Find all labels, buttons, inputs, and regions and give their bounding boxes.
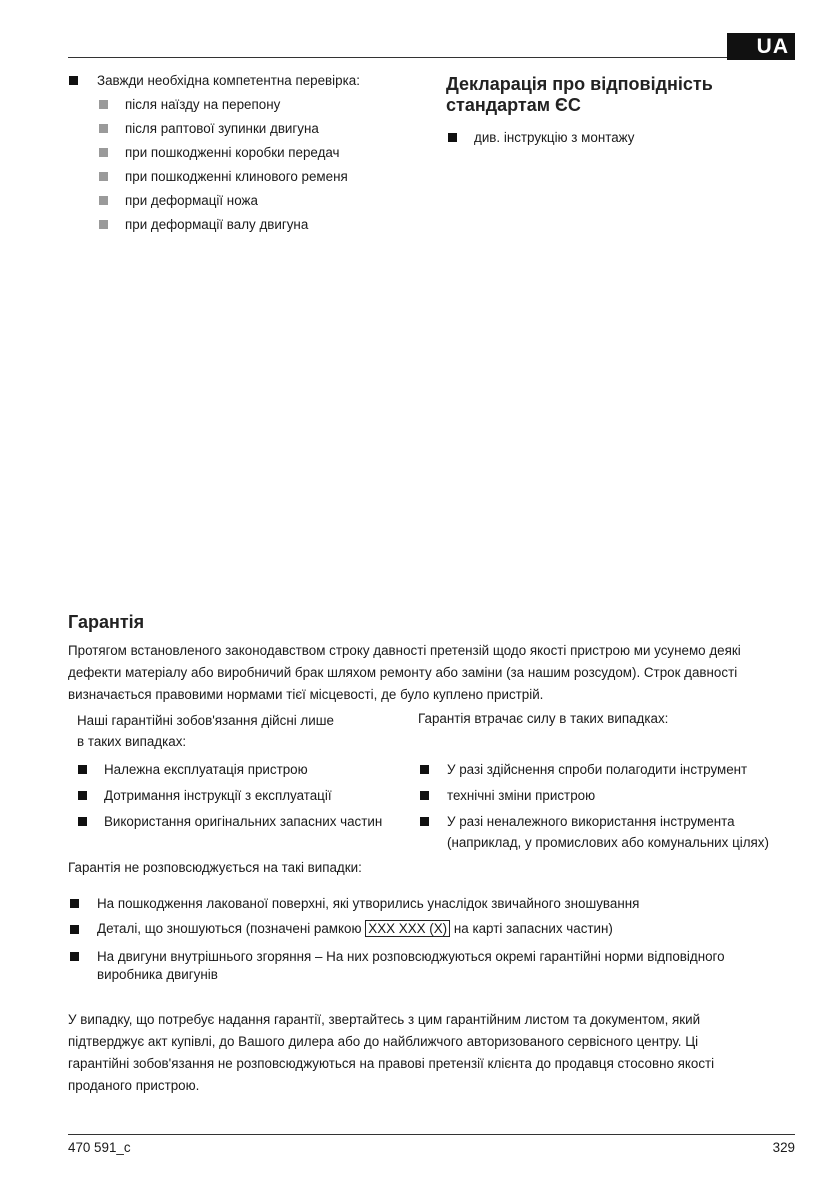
bullet-square-icon	[99, 196, 108, 205]
warranty-intro-line: Протягом встановленого законодавством строку давності претензій щодо якості пристрою ми усунемо деякі	[68, 643, 741, 658]
not-covered-item-continuation: виробника двигунів	[97, 967, 218, 982]
valid-item: Належна експлуатація пристрою	[104, 762, 308, 777]
inspection-item: при деформації ножа	[125, 193, 258, 208]
valid-item: Дотримання інструкції з експлуатації	[104, 788, 332, 803]
not-covered-item	[97, 920, 613, 937]
void-heading: Гарантія втрачає силу в таких випадках:	[418, 711, 669, 726]
warranty-intro-line: дефекти матеріалу або виробничий брак шляхом ремонту або заміни (за нашим розсудом). Строк давності	[68, 665, 738, 680]
inspection-item: після раптової зупинки двигуна	[125, 121, 319, 136]
void-item-continuation: (наприклад, у промислових або комунальних цілях)	[447, 835, 769, 850]
bullet-square-icon	[420, 765, 429, 774]
inspection-item: при пошкодженні клинового ременя	[125, 169, 348, 184]
warranty-closing	[68, 1009, 714, 1097]
bullet-square-icon	[70, 925, 79, 934]
bullet-square-icon	[420, 817, 429, 826]
void-item: У разі здійснення спроби полагодити інструмент	[447, 762, 748, 777]
void-item: У разі неналежного використання інструмента	[447, 814, 735, 829]
not-covered-heading: Гарантія не розповсюджується на такі випадки:	[68, 860, 362, 875]
page-number: 329	[772, 1140, 795, 1155]
inspection-item: після наїзду на перепону	[125, 97, 281, 112]
not-covered-item-text: на карті запасних частин)	[453, 921, 613, 936]
bullet-square-icon	[70, 952, 79, 961]
warranty-closing-line: підтверджує акт купівлі, до Вашого дилера або до найближчого авторизованого сервісного центру. Ці	[68, 1034, 699, 1049]
bullet-square-icon	[99, 172, 108, 181]
declaration-title-line2: стандартам ЄС	[446, 95, 581, 115]
bullet-square-icon	[99, 124, 108, 133]
bullet-square-icon	[99, 148, 108, 157]
doc-code: 470 591_c	[68, 1140, 131, 1155]
warranty-intro-line: визначається правовими нормами тієї місцевості, де було куплено пристрій.	[68, 687, 544, 702]
not-covered-item: На двигуни внутрішнього згоряння – На них розповсюджуються окремі гарантійні норми відповідного	[97, 949, 725, 964]
declaration-title-line1: Декларація про відповідність	[446, 74, 713, 94]
valid-item: Використання оригінальних запасних частин	[104, 814, 383, 829]
bullet-square-icon	[99, 220, 108, 229]
warranty-closing-line: У випадку, що потребує надання гарантії, звертайтесь з цим гарантійним листом та документом, який	[68, 1012, 701, 1027]
inspection-item: при деформації валу двигуна	[125, 217, 309, 232]
void-item: технічні зміни пристрою	[447, 788, 596, 803]
not-covered-item-text: Деталі, що зношуються (позначені рамкою	[97, 921, 362, 936]
warranty-intro	[68, 640, 741, 706]
bullet-square-icon	[78, 817, 87, 826]
bullet-square-icon	[99, 100, 108, 109]
bullet-square-icon	[69, 76, 78, 85]
part-code-box: XXX XXX (X)	[365, 920, 450, 937]
language-badge: UA	[727, 33, 795, 60]
not-covered-item: На пошкодження лакованої поверхні, які утворились унаслідок звичайного зношування	[97, 896, 640, 911]
warranty-closing-line: проданого пристрою.	[68, 1078, 200, 1093]
bullet-square-icon	[78, 791, 87, 800]
inspection-item: при пошкодженні коробки передач	[125, 145, 340, 160]
valid-heading	[77, 710, 334, 752]
bullet-square-icon	[78, 765, 87, 774]
warranty-closing-line: гарантійні зобов'язання не розповсюджуються на правові претензії клієнта до продавця стосовно якості	[68, 1056, 715, 1071]
bullet-square-icon	[420, 791, 429, 800]
warranty-title: Гарантія	[68, 612, 145, 632]
valid-heading-line2: в таких випадках:	[77, 734, 187, 749]
footer-rule	[68, 1134, 795, 1135]
declaration-item: див. інструкцію з монтажу	[474, 130, 635, 145]
valid-heading-line1: Наші гарантійні зобов'язання дійсні лише	[77, 713, 334, 728]
bullet-square-icon	[448, 133, 457, 142]
bullet-square-icon	[70, 899, 79, 908]
header-rule	[68, 57, 727, 58]
declaration-title	[446, 74, 713, 116]
inspection-heading: Завжди необхідна компетентна перевірка:	[97, 73, 360, 88]
